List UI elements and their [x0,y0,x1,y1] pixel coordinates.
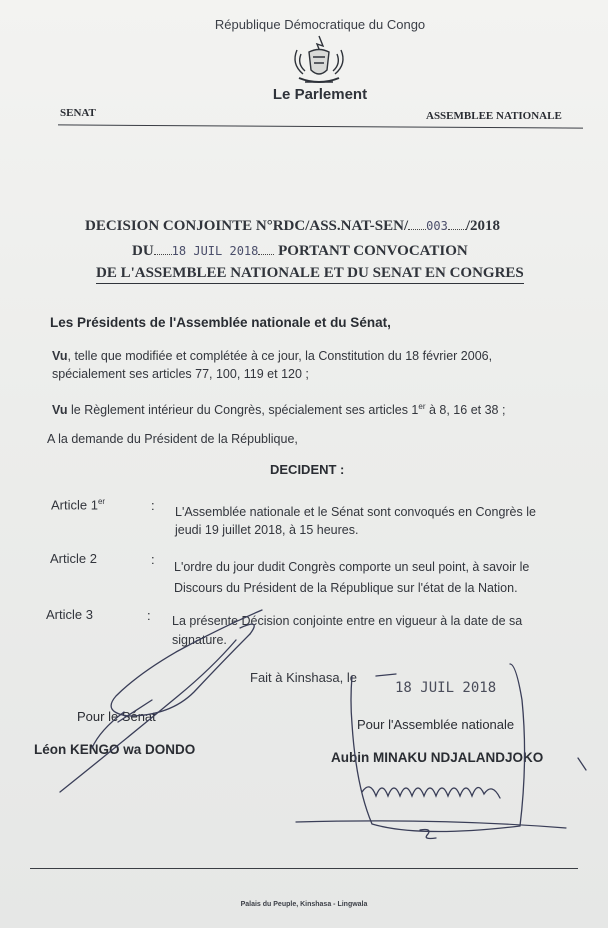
pour-assemblee-label: Pour l'Assemblée nationale [357,717,515,732]
vu-reglement-text: le Règlement intérieur du Congrès, spécialement ses articles 1 [67,403,419,418]
title-year: /2018 [465,218,501,234]
fait-a-kinshasa: Fait à Kinshasa, le [250,670,357,685]
decision-date: 18 JUIL 2018 [171,244,259,258]
senate-signature-icon [60,610,262,792]
article-1-line1: L'Assemblée nationale et le Sénat sont convoqués en Congrès le [175,505,536,519]
article-1-colon: : [151,498,155,513]
article-2-line1: L'ordre du jour dudit Congrès comporte un seul point, à savoir le [174,560,530,574]
parliament-title: Le Parlement [272,86,368,103]
article-label-text: Article 1 [51,497,98,513]
assembly-signature-icon [296,664,586,839]
vu-reglement-sup: er [418,402,426,411]
vu-constitution-line2: spécialement ses articles 77, 100, 119 et 120 ; [52,367,309,381]
title-du: DU [132,243,154,259]
article-2-colon: : [151,552,155,567]
article-3-label: Article 3 [46,607,93,622]
article-3-line2: signature. [172,633,227,647]
vu-constitution-text: , telle que modifiée et complétée à ce jour, la Constitution du 18 février 2006, [67,349,493,363]
request-line: A la demande du Président de la République, [47,432,298,446]
decident-heading: DECIDENT : [270,462,345,477]
presidents-line: Les Présidents de l'Assemblée nationale et du Sénat, [50,315,391,330]
footer-rule [30,868,578,869]
vu-label: Vu [52,349,68,363]
decision-title-line3: DE L'ASSEMBLEE NATIONALE ET DU SENAT EN CONGRES [96,265,524,284]
article-1-line2: jeudi 19 juillet 2018, à 15 heures. [175,523,359,537]
republic-name: République Démocratique du Congo [214,17,426,32]
senate-signatory: Léon KENGO wa DONDO [34,742,196,757]
article-3-colon: : [147,608,151,623]
vu-label: Vu [52,403,68,418]
national-assembly-header: ASSEMBLEE NATIONALE [426,110,562,122]
article-label-sup: er [97,497,106,506]
article-3-line1: La présente Décision conjointe entre en vigueur à la date de sa [172,614,523,628]
article-2-label: Article 2 [50,551,97,566]
senate-header: SENAT [60,107,96,119]
title-prefix: DECISION CONJOINTE N°RDC/ASS.NAT-SEN/ [85,218,409,234]
assembly-signatory: Aubin MINAKU NDJALANDJOKO [331,750,544,765]
decision-number: 003 [426,219,448,233]
title-convocation: PORTANT CONVOCATION [278,243,468,259]
pour-senat-label: Pour le Sénat [77,709,156,724]
vu-reglement-text-end: à 8, 16 et 38 ; [425,403,506,418]
footer-address: Palais du Peuple, Kinshasa - Lingwala [240,901,368,908]
date-stamp: 18 JUIL 2018 [395,680,497,696]
article-2-line2: Discours du Président de la République sur l'état de la Nation. [174,581,518,595]
